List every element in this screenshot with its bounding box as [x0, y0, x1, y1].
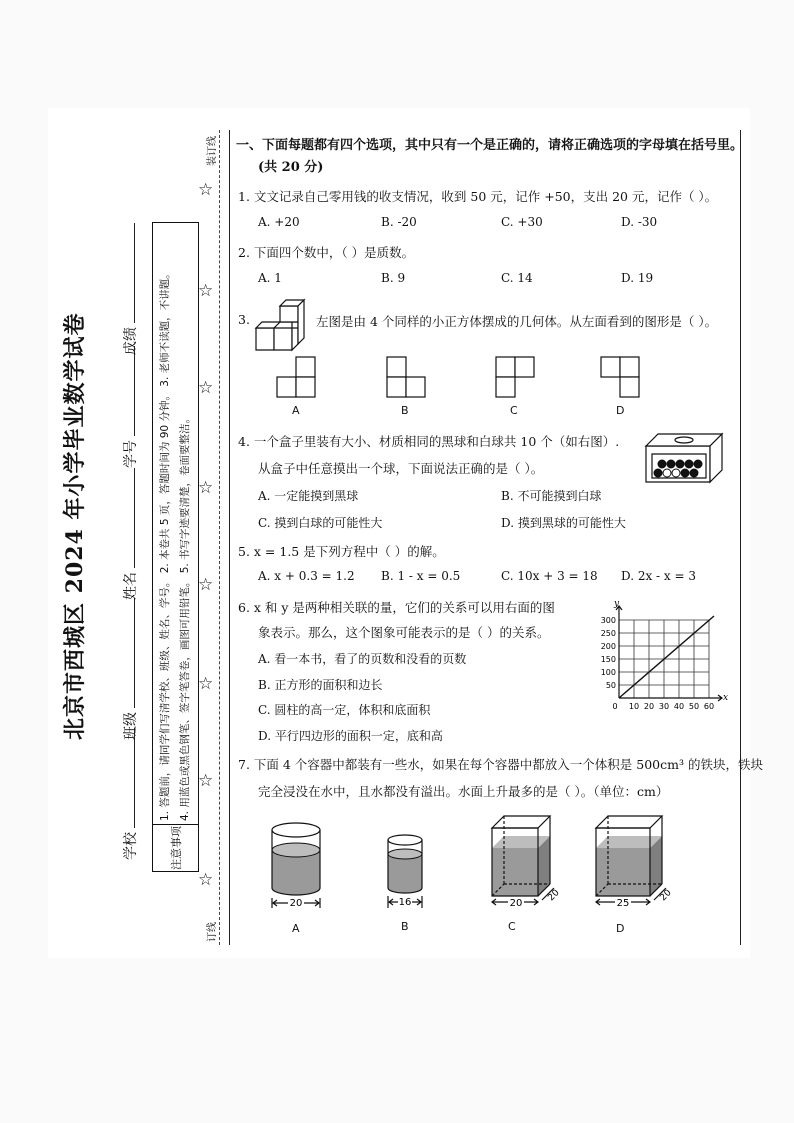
q2-option-b: B. 9	[381, 271, 406, 285]
q4-option-d: D. 摸到黑球的可能性大	[501, 516, 626, 530]
graph-y-label: y	[614, 599, 620, 609]
score-label: 成绩	[123, 327, 139, 355]
q5-option-a: A. x + 0.3 = 1.2	[258, 569, 355, 583]
star-icon: ☆	[198, 180, 214, 200]
name-field	[120, 468, 140, 600]
container-b-cylinder	[380, 830, 430, 912]
dim-label: 25	[616, 898, 630, 909]
q3-shape-d	[600, 356, 650, 401]
question-2-stem: 2. 下面四个数中，（ ）是质数。	[238, 245, 415, 260]
x-tick: 0	[612, 702, 618, 711]
star-icon: ☆	[198, 771, 214, 791]
question-3-number: 3.	[238, 312, 250, 327]
q6-option-d: D. 平行四边形的面积一定，底和高	[258, 729, 443, 743]
x-tick: 40	[673, 702, 685, 711]
school-label: 学校	[123, 832, 139, 860]
y-tick: 50	[605, 681, 616, 690]
q3-shape-a	[276, 356, 326, 401]
q3-label-c: C	[510, 404, 518, 417]
question-6-stem: 6. x 和 y 是两种相关联的量，它们的关系可以用右面的图	[238, 600, 555, 615]
notice-heading: 注意事项	[153, 824, 198, 871]
x-tick: 10	[628, 702, 640, 711]
x-tick: 60	[703, 702, 715, 711]
q6-option-b: B. 正方形的面积和边长	[258, 678, 383, 692]
id-label: 学号	[123, 440, 139, 468]
question-6-stem-2: 象表示。那么，这个图象可能表示的是（ ）的关系。	[258, 625, 550, 640]
y-tick: 300	[600, 616, 616, 625]
q4-option-c: C. 摸到白球的可能性大	[258, 516, 383, 530]
q2-option-d: D. 19	[621, 271, 654, 285]
q1-option-c: C. +30	[501, 215, 543, 229]
content-left-border	[229, 130, 230, 945]
container-d-cuboid	[588, 814, 674, 912]
binding-line-bottom: 订线	[207, 922, 218, 942]
dim-label: 20	[509, 898, 523, 909]
notice-box	[152, 222, 199, 872]
binding-line-top: 装订线	[207, 136, 218, 166]
q1-option-d: D. -30	[621, 215, 658, 229]
q7-label-a: A	[292, 922, 300, 935]
school-field	[120, 728, 140, 860]
dim-label: 20	[546, 888, 562, 904]
q1-option-b: B. -20	[381, 215, 417, 229]
notice-line-1: 1. 答题前，请同学们写清学校、班级、姓名、学号。 2. 本卷共 5 页，答题时间为 90 分钟。 3. 老师不读题，不讲题。	[159, 268, 171, 821]
q5-option-d: D. 2x - x = 3	[621, 569, 696, 583]
section-points: (共 20 分)	[258, 160, 324, 175]
id-field	[120, 346, 140, 468]
name-label: 姓名	[123, 572, 139, 600]
q3-label-b: B	[401, 404, 409, 417]
score-blank[interactable]	[134, 223, 135, 323]
q1-option-a: A. +20	[258, 215, 300, 229]
name-blank[interactable]	[134, 468, 135, 568]
dim-label: 20	[289, 898, 303, 909]
section-heading: 一、下面每题都有四个选项，其中只有一个是正确的，请将正确选项的字母填在括号里。	[236, 138, 744, 153]
x-tick: 20	[643, 702, 655, 711]
y-tick: 100	[600, 668, 616, 677]
star-icon: ☆	[198, 281, 214, 301]
x-tick: 50	[688, 702, 700, 711]
class-blank[interactable]	[134, 598, 135, 708]
question-1-stem: 1. 文文记录自己零用钱的收支情况，收到 50 元，记作 +50，支出 20 元，记作（ ）。	[238, 189, 718, 204]
question-5-stem: 5. x = 1.5 是下列方程中（ ）的解。	[238, 544, 445, 559]
question-7-stem-2: 完全浸没在水中，且水都没有溢出。水面上升最多的是（ ）。（单位：cm）	[258, 784, 669, 799]
q5-option-c: C. 10x + 3 = 18	[501, 569, 598, 583]
q7-label-b: B	[401, 920, 409, 933]
school-blank[interactable]	[134, 728, 135, 828]
y-tick: 150	[600, 655, 616, 664]
score-field	[120, 223, 140, 355]
y-tick: 200	[600, 642, 616, 651]
q7-label-d: D	[616, 922, 625, 935]
q4-option-a: A. 一定能摸到黑球	[258, 489, 359, 503]
container-a-cylinder	[264, 820, 328, 912]
q4-option-b: B. 不可能摸到白球	[501, 489, 602, 503]
y-tick: 250	[600, 629, 616, 638]
binding-dashed-line	[219, 130, 220, 945]
cube-stack-figure	[254, 298, 314, 354]
q2-option-a: A. 1	[258, 271, 282, 285]
id-blank[interactable]	[134, 346, 135, 436]
q6-option-a: A. 看一本书，看了的页数和没看的页数	[258, 652, 467, 666]
question-4-stem: 4. 一个盒子里装有大小、材质相同的黑球和白球共 10 个（如右图）.	[238, 434, 620, 449]
container-c-cuboid	[484, 814, 560, 912]
star-icon: ☆	[198, 870, 214, 890]
q3-shape-b	[386, 356, 436, 401]
class-field	[120, 598, 140, 740]
notice-line-2: 4. 用蓝色或黑色钢笔、签字笔答卷，画图可用铅笔。 5. 书写字迹要清楚，卷面要整洁。	[179, 412, 191, 821]
q2-option-c: C. 14	[501, 271, 533, 285]
star-icon: ☆	[198, 674, 214, 694]
x-tick: 30	[658, 702, 670, 711]
content-right-border	[740, 130, 741, 945]
dim-label: 16	[398, 897, 412, 908]
star-icon: ☆	[198, 378, 214, 398]
q3-label-d: D	[616, 404, 625, 417]
q3-label-a: A	[292, 404, 300, 417]
q5-option-b: B. 1 - x = 0.5	[381, 569, 461, 583]
dim-label: 20	[658, 888, 674, 904]
question-3-stem: 左图是由 4 个同样的小正方体摆成的几何体。从左面看到的图形是（ ）。	[316, 314, 718, 329]
star-icon: ☆	[198, 575, 214, 595]
exam-title: 北京市西城区 2024 年小学毕业数学试卷	[62, 312, 88, 740]
class-label: 班级	[123, 712, 139, 740]
ball-box-figure	[644, 432, 724, 484]
star-icon: ☆	[198, 478, 214, 498]
xy-line-graph	[592, 596, 732, 714]
q3-shape-c	[495, 356, 545, 401]
question-4-stem-2: 从盒子中任意摸出一个球，下面说法正确的是（ ）。	[258, 461, 544, 476]
graph-x-label: x	[723, 693, 729, 703]
q6-option-c: C. 圆柱的高一定，体积和底面积	[258, 703, 431, 717]
question-7-stem: 7. 下面 4 个容器中都装有一些水，如果在每个容器中都放入一个体积是 500cm³ 的铁块，铁块	[238, 757, 763, 772]
q7-label-c: C	[508, 920, 516, 933]
